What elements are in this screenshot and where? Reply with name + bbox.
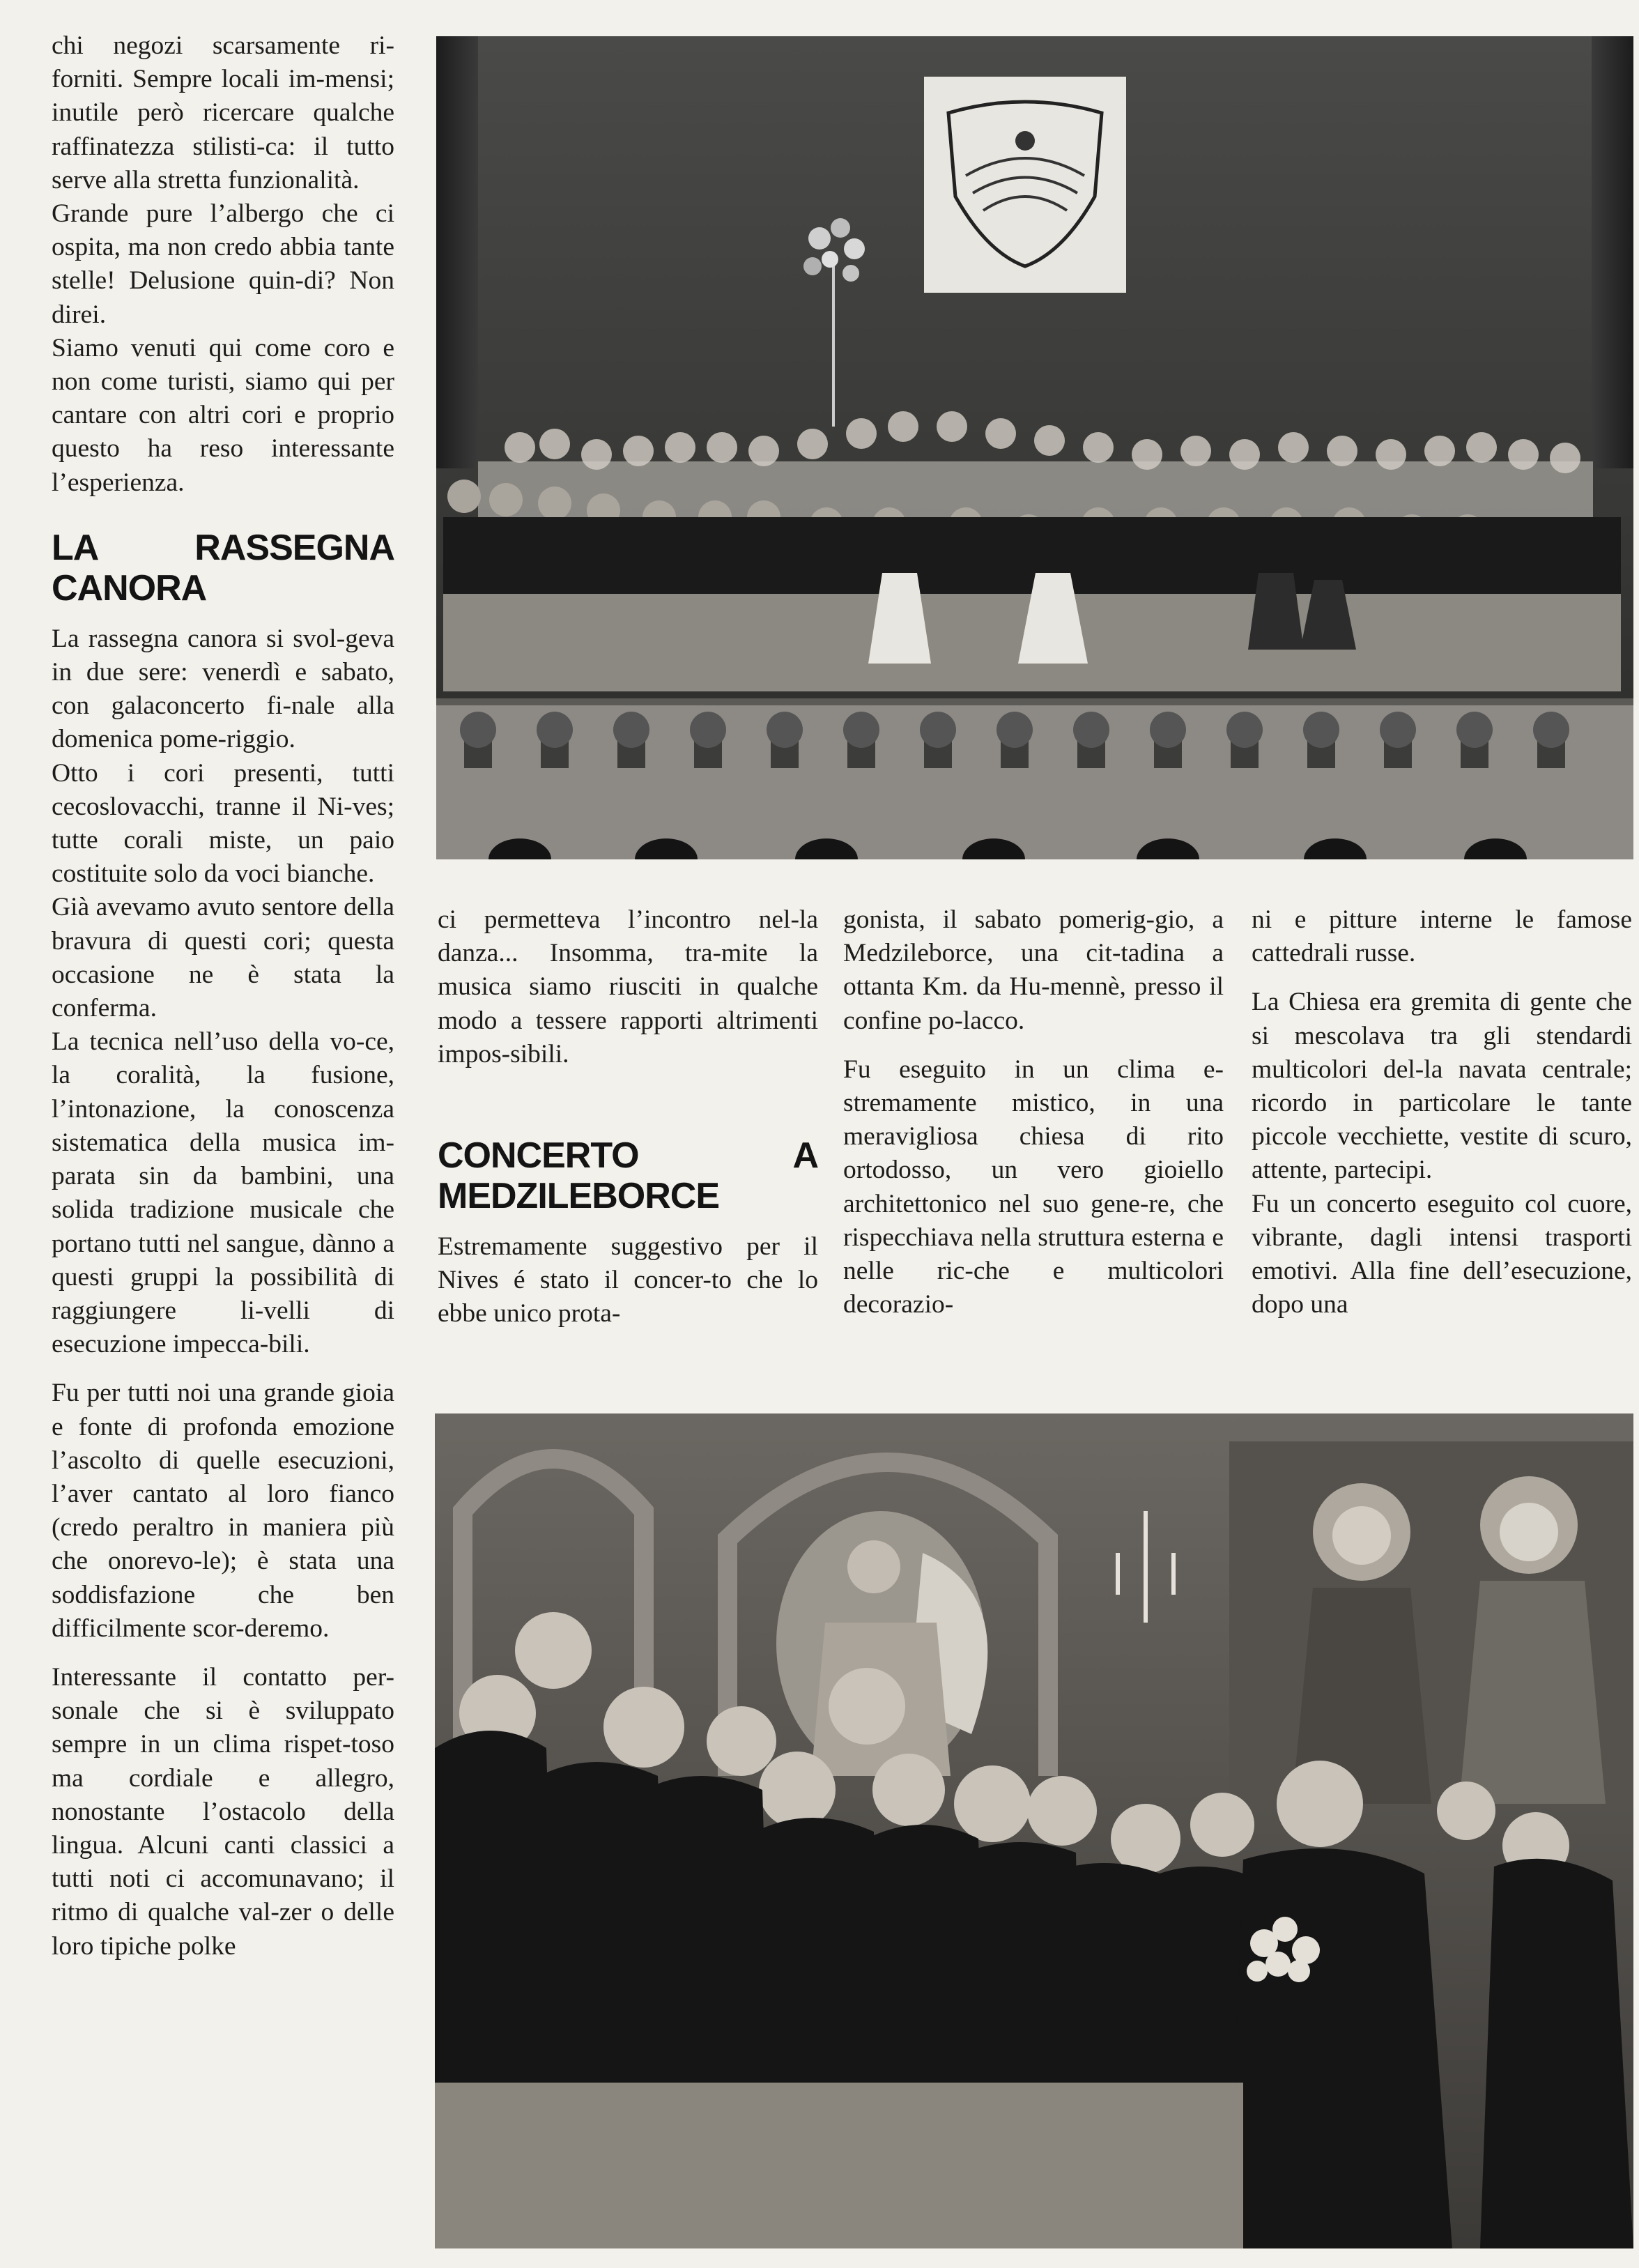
section-heading-rassegna: LA RASSEGNA CANORA [52,527,394,608]
stage-photo-illustration [436,36,1633,859]
paragraph: La Chiesa era gremita di gente che si mescolava tra gli stendardi multicolori del-la navata centrale; ricordo in particolare le tante piccole vecchiette, vestite di scuro, attente, partecipi. [1252,988,1632,1185]
paragraph: Grande pure l’albergo che ci ospita, ma non credo abbia tante stelle! Delusione quin-di? Non direi. [52,199,394,329]
festival-emblem [924,77,1126,293]
paragraph: Fu per tutti noi una grande gioia e fonte di profonda emozione l’ascolto di quelle esecuzioni, l’aver cantato al loro fianco (credo peraltro in maniera più che onorevo-le); è stata una soddisfazione che ben difficilmente scor-deremo. [52,1379,394,1643]
section-heading-concerto: CONCERTO A MEDZILEBORCE [438,1135,818,1217]
paragraph: La rassegna canora si svol-geva in due sere: venerdì e sabato, con galaconcerto fi-nale alla domenica pome-riggio. [52,624,394,754]
plant-leaves [460,712,1569,748]
paragraph: ni e pitture interne le famose cattedrali russe. [1252,905,1632,968]
paragraph: Siamo venuti qui come coro e non come turisti, siamo qui per cantare con altri cori e proprio questo ha reso interessante l’esperienza. [52,333,394,497]
photo-choirs-on-stage [436,36,1633,859]
paragraph: gonista, il sabato pomerig-gio, a Medzileborce, una cit-tadina a ottanta Km. da Hu-mennè, presso il confine po-lacco. [843,905,1224,1035]
column-b [843,903,1224,1321]
paragraph: Fu eseguito in un clima e-stremamente mistico, in una meravigliosa chiesa di rito ortodosso, un vero gioiello architettonico nel suo gene-re, che rispecchiava nella struttura esterna e nelle ric-che e multicolori decorazio- [843,1055,1224,1319]
saint-frescoes [1229,1441,1633,1804]
paragraph: chi negozi scarsamente ri-forniti. Sempre locali im-mensi; inutile però ricercare qualche raffinatezza stilisti-ca: il tutto serve alla stretta funzionalità. [52,31,394,194]
paragraph: Già avevamo avuto sentore della bravura di questi cori; questa occasione ne è stata la conferma. [52,893,394,1023]
paragraph: Estremamente suggestivo per il Nives é stato il concer-to che lo ebbe unico prota- [438,1232,818,1328]
column-c [1252,903,1632,1321]
paragraph: La tecnica nell’uso della vo-ce, la coralità, la fusione, l’intonazione, la conoscenza sistematica della musica im-parata sin da bambini, una solida tradizione musicale che portano tutti nel sangue, dànno a questi gruppi la possibilità di raggiungere li-velli di esecuzione impecca-bili. [52,1027,394,1359]
paragraph: ci permetteva l’incontro nel-la danza... Insomma, tra-mite la musica siamo riusciti in qualche modo a tessere rapporti altrimenti impos-sibili. [438,905,818,1068]
paragraph: Interessante il contatto per-sonale che si è sviluppato sempre in un clima rispet-toso ma cordiale e allegro, nonostante l’ostacolo della lingua. Alcuni canti classici a tutti noti ci accomunavano; il ritmo di qualche val-zer o delle loro tipiche polke [52,1662,394,1961]
church-photo-illustration [435,1413,1633,2248]
paragraph: Otto i cori presenti, tutti cecoslovacchi, tranne il Ni-ves; tutte corali miste, un paio costituite solo da voci bianche. [52,758,394,889]
left-column [52,29,394,1963]
photo-choir-in-church [435,1413,1633,2248]
paragraph: Fu un concerto eseguito col cuore, vibrante, dagli intensi trasporti emotivi. Alla fine dell’esecuzione, dopo una [1252,1189,1632,1319]
column-a [438,903,818,1331]
